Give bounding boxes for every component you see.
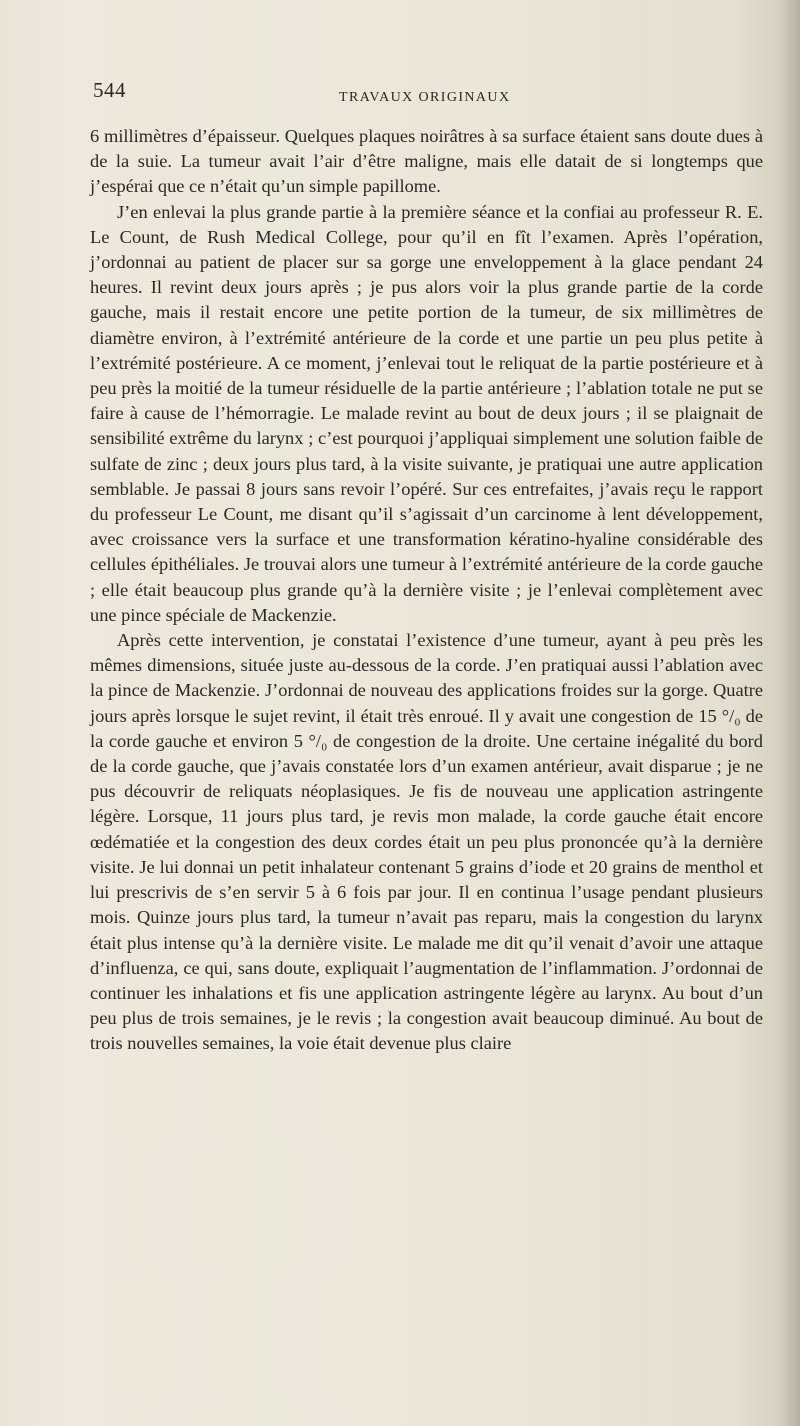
- page-number: 544: [93, 78, 126, 102]
- paragraph-2: J’en enlevai la plus grande partie à la première séance et la confiai au professeur R. E. Le Count, de Rush Medical College, pour qu’il en fît l’examen. Après l’opération, j’ordonnai au patient de placer sur sa gorge une enveloppement à la glace pendant 24 heures. Il revint deux jours après ; je pus alors voir la plus grande partie de la corde gauche, mais il restait encore une petite portion de la tumeur, de six millimètres de diamètre environ, à l’extrémité antérieure de la corde et une partie un peu plus petite à l’extrémité postérieure. A ce moment, j’enlevai tout le reliquat de la partie postérieure et à peu près la moitié de la tumeur résiduelle de la partie antérieure ; l’ablation totale ne put se faire à cause de l’hémorragie. Le malade revint au bout de deux jours ; il se plaignait de sensibilité extrême du larynx ; c’est pourquoi j’appliquai simplement une solution faible de sulfate de zinc ; deux jours plus tard, à la visite suivante, je pratiquai une autre application semblable. Je passai 8 jours sans revoir l’opéré. Sur ces entrefaites, j’avais reçu le rapport du professeur Le Count, me disant qu’il s’agissait d’un carcinome à lent développement, avec croissance vers la surface et une transformation kératino-hyaline considérable des cellules épithéliales. Je trouvai alors une tumeur à l’extrémité antérieure de la corde gauche ; elle était beaucoup plus grande qu’à la dernière visite ; je l’enlevai complètement avec une pince spéciale de Mackenzie.: [90, 201, 763, 625]
- running-head: TRAVAUX ORIGINAUX: [339, 90, 511, 105]
- body-text: [90, 124, 763, 1057]
- paragraph-3: Après cette intervention, je constatai l’existence d’une tumeur, ayant à peu près les mêmes dimensions, située juste au-dessous de la corde. J’en pratiquai aussi l’ablation avec la pince de Mackenzie. J’ordonnai de nouveau des applications froides sur la gorge. Quatre jours après lorsque le sujet revint, il était très enroué. Il y avait une congestion de 15 °/₀ de la corde gauche et environ 5 °/₀ de congestion de la droite. Une certaine inégalité du bord de la corde gauche, que j’avais constatée lors d’un examen antérieur, avait disparue ; je ne pus découvrir de reliquats néoplasiques. Je fis de nouveau une application astringente légère. Lorsque, 11 jours plus tard, je revis mon malade, la corde gauche était encore œdématiée et la congestion des deux cordes était un peu plus prononcée qu’à la dernière visite. Je lui donnai un petit inhalateur contenant 5 grains d’iode et 20 grains de menthol et lui prescrivis de s’en servir 5 à 6 fois par jour. Il en continua l’usage pendant plusieurs mois. Quinze jours plus tard, la tumeur n’avait pas reparu, mais la congestion du larynx était plus intense qu’à la dernière visite. Le malade me dit qu’il venait d’avoir une attaque d’influenza, ce qui, sans doute, expliquait l’augmentation de l’inflammation. J’ordonnai de continuer les inhalations et fis une application astringente légère au larynx. Au bout d’un peu plus de trois semaines, je le revis ; la congestion avait beaucoup diminué. Au bout de trois nouvelles semaines, la voie était devenue plus claire: [90, 630, 763, 1054]
- page-header: [93, 78, 763, 108]
- paragraph-1: 6 millimètres d’épaisseur. Quelques plaques noirâtres à sa surface étaient sans doute dues à de la suie. La tumeur avait l’air d’être maligne, mais elle datait de si longtemps que j’espérai que ce n’était qu’un simple papillome.: [90, 126, 763, 197]
